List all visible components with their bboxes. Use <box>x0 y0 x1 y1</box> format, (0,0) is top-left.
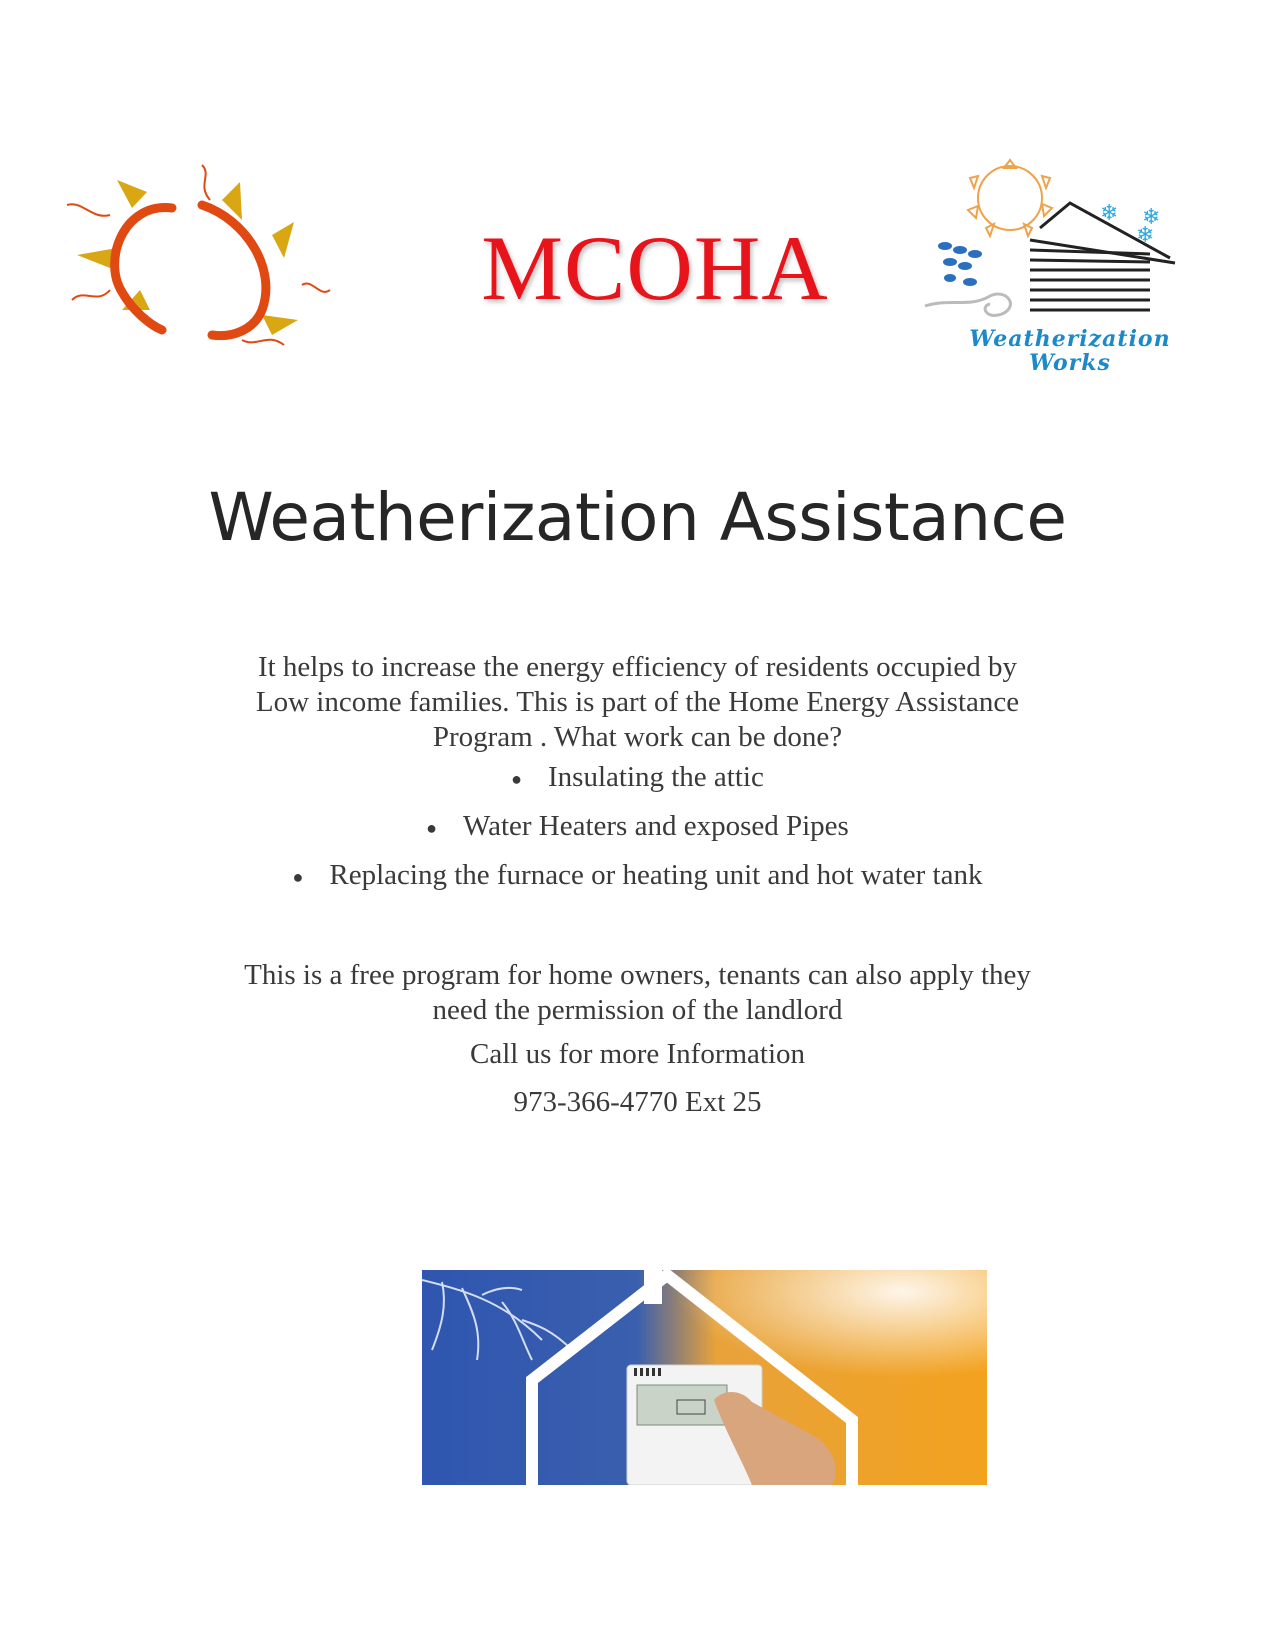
bullet-icon: ● <box>426 817 438 838</box>
svg-text:❄: ❄ <box>1136 223 1155 248</box>
intro-paragraph <box>195 650 1080 755</box>
intro-line-3: Program . What work can be done? <box>432 721 843 753</box>
thermostat-house-photo <box>422 1270 987 1485</box>
list-item-text: Replacing the furnace or heating unit and hot water tank <box>329 858 983 891</box>
list-item-text: Water Heaters and exposed Pipes <box>463 809 849 842</box>
caption-line-2: Works <box>1029 350 1111 376</box>
list-item <box>0 760 1275 797</box>
bullet-icon: ● <box>511 768 523 789</box>
free-line-1: This is a free program for home owners, tenants can also apply they <box>244 959 1031 991</box>
caption-line-1: Weatherization <box>969 326 1171 352</box>
intro-line-1: It helps to increase the energy efficiency of residents occupied by <box>257 651 1018 683</box>
free-line-2: need the permission of the landlord <box>432 994 843 1026</box>
weatherization-works-caption <box>920 327 1220 375</box>
list-item <box>0 858 1275 895</box>
svg-text:❄: ❄ <box>1142 205 1161 230</box>
intro-line-2: Low income families. This is part of the Home Energy Assistance <box>255 686 1020 718</box>
list-item-text: Insulating the attic <box>548 761 764 793</box>
bullet-icon: ● <box>292 866 304 887</box>
sun-logo-icon <box>62 160 332 355</box>
brand-title: MCOHA <box>481 217 829 319</box>
svg-text:❄: ❄ <box>1100 201 1119 226</box>
call-text: Call us for more Information <box>469 1038 806 1070</box>
page-title: Weatherization Assistance <box>208 479 1067 556</box>
free-program-paragraph <box>185 958 1090 1028</box>
work-list <box>0 760 1275 907</box>
list-item <box>0 809 1275 846</box>
phone-number: 973-366-4770 Ext 25 <box>513 1086 762 1118</box>
